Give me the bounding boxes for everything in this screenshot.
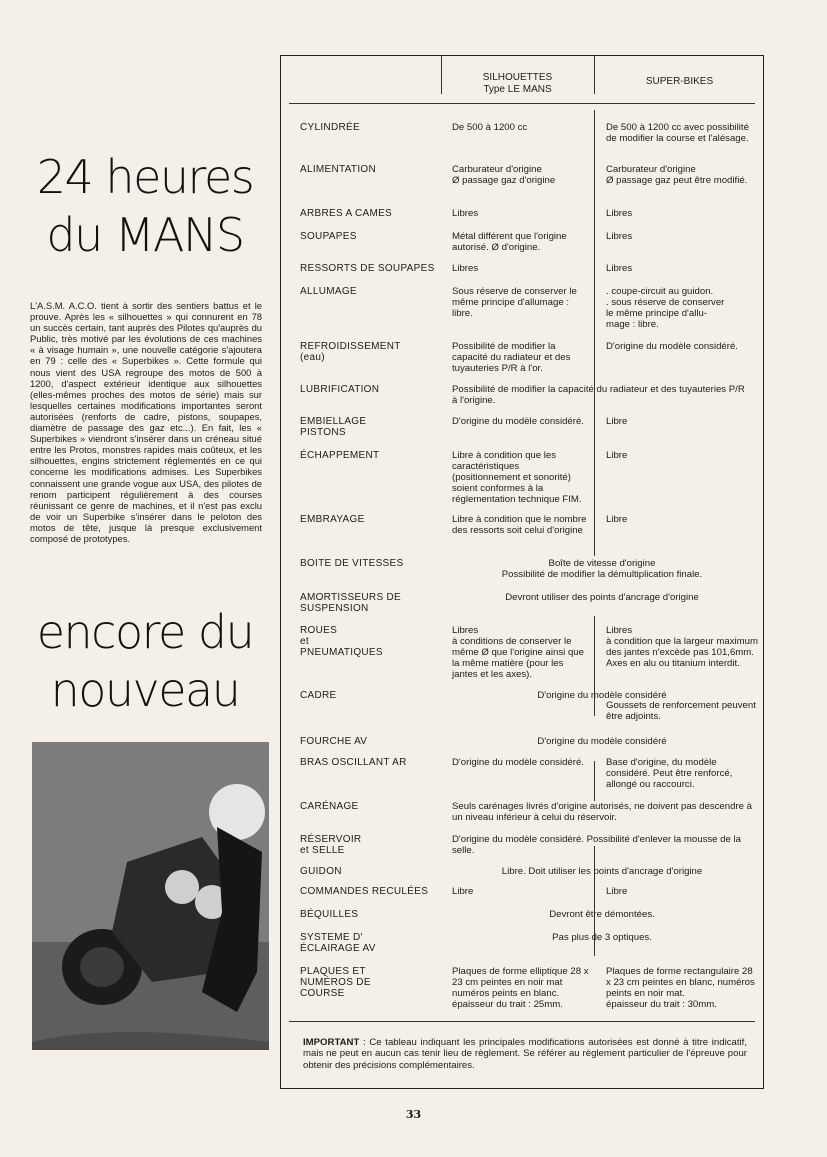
table-cell: BÉQUILLES: [300, 909, 359, 920]
table-cell: ROUES et PNEUMATIQUES: [300, 625, 383, 658]
table-cell: BOITE DE VITESSES: [300, 558, 404, 569]
table-cell: Devront être démontées.: [549, 909, 655, 920]
table-cell: GUIDON: [300, 866, 342, 877]
table-cell: Carburateur d'origine Ø passage gaz peut être modifié.: [606, 164, 748, 186]
table-cell: Libre à condition que le nombre des ressorts soit celui d'origine: [452, 514, 587, 536]
table-cell: Libres: [606, 263, 633, 274]
intro-paragraph: L'A.S.M. A.C.O. tient à sortir des sentiers battus et le prouve. Après les « silhouettes » qui connurent en 78 un succès certain, tant auprès des Pilotes qu'auprès du Public, très motivé par les évolutions de ces machines « à visage humain », une nouvelle catégorie s'ajoutera en 79 : celle des « Superbikes ». Cette formule qui nous vient des USA regroupe des motos de 500 à 1200, d'aspect extérieur identique aux silhouettes (elles-mêmes proches des motos de série) mais sur lesquelles certaines modifications importantes seront autorisées (renforts de cadre, pistons, soupapes, diamètre de passage des gaz etc...). En fait, les « Superbikes » viendront s'insérer dans un créneau situé entre les Protos, monstres rapides mais coûteux, et les silhouettes, engins strictement réglementés en ce qui concerne les modifications admises. Les Superbikes connaissent une grande vogue aux USA, des pilotes de renom participent régulièrement à des courses réunissant ce genre de machines, et il n'est pas exclu de voir un Superbike s'insérer dans le peloton des motos de tête, jusque là presque exclusivement composé de prototypes.: [30, 300, 262, 544]
table-cell: Libre. Doit utiliser les points d'ancrage d'origine: [501, 866, 703, 877]
table-cell: Sous réserve de conserver le même principe d'allumage : libre.: [452, 286, 577, 319]
table-cell: D'origine du modèle considéré.: [606, 341, 738, 352]
table-cell: EMBRAYAGE: [300, 514, 365, 525]
table-cell: Possibilité de modifier la capacité du radiateur et des tuyauteries P/R à l'or.: [452, 341, 571, 374]
table-cell: Devront utiliser des points d'ancrage d'origine: [505, 592, 699, 603]
table-cell: Libres: [606, 208, 633, 219]
table-cell: Libres à condition que la largeur maximum des jantes n'excède pas 101,6mm. Axes en alu ou titanium interdit.: [606, 625, 758, 669]
table-cell: D'origine du modèle considéré.: [452, 416, 584, 427]
table-cell: Seuls carénages livrés d'origine autorisés, ne doivent pas descendre à un niveau inférieur à celui du réservoir.: [452, 801, 752, 823]
table-cell: CARÉNAGE: [300, 801, 359, 812]
table-cell: Boîte de vitesse d'origine Possibilité de modifier la démultiplication finale.: [501, 558, 703, 580]
table-cell: Libre: [606, 886, 628, 897]
table-cell: CYLINDRÉE: [300, 122, 360, 133]
table-cell: BRAS OSCILLANT AR: [300, 757, 407, 768]
table-cell: CADRE: [300, 690, 337, 701]
table-cell: Libre: [606, 450, 628, 461]
table-cell: De 500 à 1200 cc: [452, 122, 528, 133]
table-cell: Libre: [452, 886, 474, 897]
table-cell: Possibilité de modifier la capacité du radiateur et des tuyauteries P/R à l'origine.: [452, 384, 745, 406]
header-silhouettes: SILHOUETTES Type LE MANS: [482, 72, 553, 95]
table-cell: Libre: [606, 514, 628, 525]
table-cell: Métal différent que l'origine autorisé. Ø d'origine.: [452, 231, 567, 253]
table-cell: Pas plus de 3 optiques.: [552, 932, 652, 943]
table-cell: ARBRES A CAMES: [300, 208, 393, 219]
header-superbikes: SUPER-BIKES: [645, 76, 714, 87]
headline-top: 24 heures du MANS: [36, 150, 254, 262]
motorcycle-photo: [32, 742, 269, 1050]
table-cell: Libres à conditions de conserver le même Ø que l'origine ainsi que la même matière (pour les jantes et les axes).: [452, 625, 584, 680]
table-cell: D'origine du modèle considéré.: [452, 757, 584, 768]
table-cell: RESSORTS DE SOUPAPES: [300, 263, 435, 274]
table-cell: D'origine du modèle considéré: [537, 736, 667, 747]
table-cell: LUBRIFICATION: [300, 384, 380, 395]
table-cell: D'origine du modèle considéré. Possibilité d'enlever la mousse de la selle.: [452, 834, 741, 856]
table-cell: Goussets de renforcement peuvent être adjoints.: [606, 700, 756, 722]
table-cell: AMORTISSEURS DE SUSPENSION: [300, 592, 401, 614]
headline-bottom: encore du nouveau: [36, 605, 254, 717]
table-cell: ÉCHAPPEMENT: [300, 450, 380, 461]
table-cell: COMMANDES RECULÉES: [300, 886, 429, 897]
table-cell: Plaques de forme elliptique 28 x 23 cm peintes en noir mat numéros peints en blanc. épaisseur du trait : 25mm.: [452, 966, 589, 1010]
table-cell: Plaques de forme rectangulaire 28 x 23 cm peintes en blanc, numéros peints en noir mat. épaisseur du trait : 30mm.: [606, 966, 755, 1010]
table-cell: REFROIDISSEMENT (eau): [300, 341, 401, 363]
table-cell: D'origine du modèle considéré: [537, 690, 667, 701]
table-cell: Carburateur d'origine Ø passage gaz d'origine: [452, 164, 556, 186]
table-cell: RÉSERVOIR et SELLE: [300, 834, 362, 856]
table-cell: De 500 à 1200 cc avec possibilité de modifier la course et l'alésage.: [606, 122, 749, 144]
table-cell: ALIMENTATION: [300, 164, 377, 175]
important-note: IMPORTANT : Ce tableau indiquant les principales modifications autorisées est donné à titre indicatif, mais ne peut en aucun cas tenir lieu de règlement. Se référer au règlement particulier de l'épreuve pour obtenir des précisions complémentaires.: [303, 1037, 747, 1071]
table-cell: SYSTEME D' ÉCLAIRAGE AV: [300, 932, 376, 954]
page-number: 33: [405, 1108, 422, 1121]
table-cell: Libres: [452, 263, 479, 274]
table-cell: ALLUMAGE: [300, 286, 357, 297]
table-cell: FOURCHE AV: [300, 736, 368, 747]
table-cell: EMBIELLAGE PISTONS: [300, 416, 367, 438]
table-cell: Libre: [606, 416, 628, 427]
regulation-table: [280, 55, 764, 1089]
table-cell: PLAQUES ET NUMÉROS DE COURSE: [300, 966, 371, 999]
table-cell: Base d'origine, du modèle considéré. Peut être renforcé, allongé ou raccourci.: [606, 757, 733, 790]
table-cell: . coupe-circuit au guidon. . sous réserve de conserver le même principe d'allu- mage : libre.: [606, 286, 725, 330]
table-cell: Libre à condition que les caractéristiques (positionnement et sonorité) soient conformes à la réglementation technique FIM.: [452, 450, 582, 505]
table-cell: Libres: [606, 231, 633, 242]
table-cell: SOUPAPES: [300, 231, 357, 242]
table-cell: Libres: [452, 208, 479, 219]
